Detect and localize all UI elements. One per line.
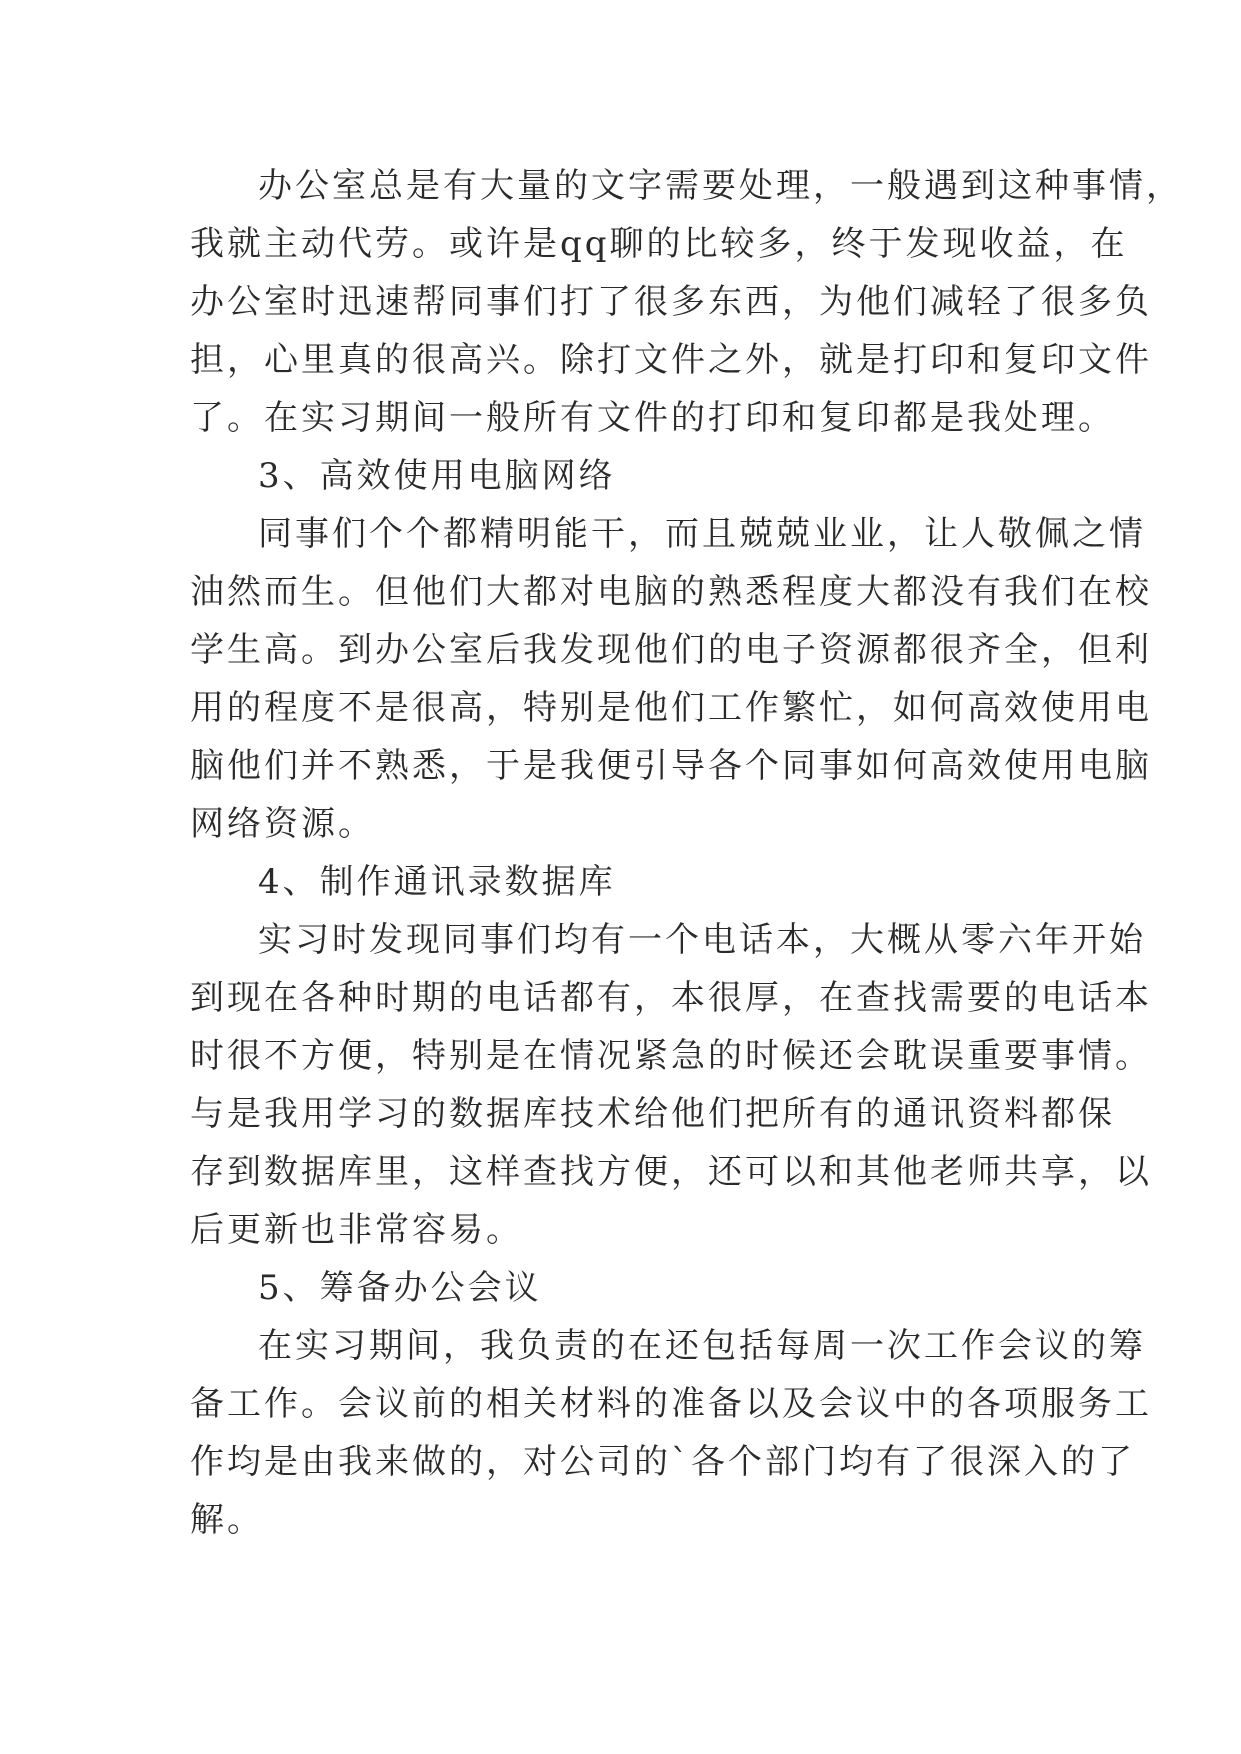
section-heading: 4、制作通讯录数据库 (258, 862, 616, 902)
paragraph-line: 油然而生。但他们大都对电脑的熟悉程度大都没有我们在校 (190, 572, 1152, 612)
paragraph-line: 了。在实习期间一般所有文件的打印和复印都是我处理。 (190, 398, 1115, 438)
paragraph-line: 同事们个个都精明能干，而且兢兢业业，让人敬佩之情 (258, 514, 1146, 554)
paragraph-line: 在实习期间，我负责的在还包括每周一次工作会议的筹 (258, 1326, 1146, 1366)
paragraph-line: 担，心里真的很高兴。除打文件之外，就是打印和复印文件 (190, 340, 1152, 380)
paragraph-line: 作均是由我来做的，对公司的`各个部门均有了很深入的了 (190, 1442, 1135, 1482)
paragraph-line: 与是我用学习的数据库技术给他们把所有的通讯资料都保 (190, 1094, 1115, 1134)
paragraph-line: 实习时发现同事们均有一个电话本，大概从零六年开始 (258, 920, 1146, 960)
paragraph-line: 我就主动代劳。或许是qq聊的比较多，终于发现收益，在 (190, 224, 1128, 264)
section-heading: 5、筹备办公会议 (258, 1268, 542, 1308)
paragraph-line: 解。 (190, 1500, 264, 1540)
paragraph-line: 办公室总是有大量的文字需要处理，一般遇到这种事情， (258, 166, 1183, 206)
paragraph-line: 学生高。到办公室后我发现他们的电子资源都很齐全，但利 (190, 630, 1152, 670)
paragraph-line: 备工作。会议前的相关材料的准备以及会议中的各项服务工 (190, 1384, 1152, 1424)
paragraph-line: 网络资源。 (190, 804, 375, 844)
paragraph-line: 时很不方便，特别是在情况紧急的时候还会耽误重要事情。 (190, 1036, 1152, 1076)
paragraph-line: 后更新也非常容易。 (190, 1210, 523, 1250)
paragraph-line: 存到数据库里，这样查找方便，还可以和其他老师共享，以 (190, 1152, 1152, 1192)
paragraph-line: 脑他们并不熟悉，于是我便引导各个同事如何高效使用电脑 (190, 746, 1152, 786)
paragraph-line: 到现在各种时期的电话都有，本很厚，在查找需要的电话本 (190, 978, 1152, 1018)
paragraph-line: 用的程度不是很高，特别是他们工作繁忙，如何高效使用电 (190, 688, 1152, 728)
paragraph-line: 办公室时迅速帮同事们打了很多东西，为他们减轻了很多负 (190, 282, 1152, 322)
section-heading: 3、高效使用电脑网络 (258, 456, 616, 496)
